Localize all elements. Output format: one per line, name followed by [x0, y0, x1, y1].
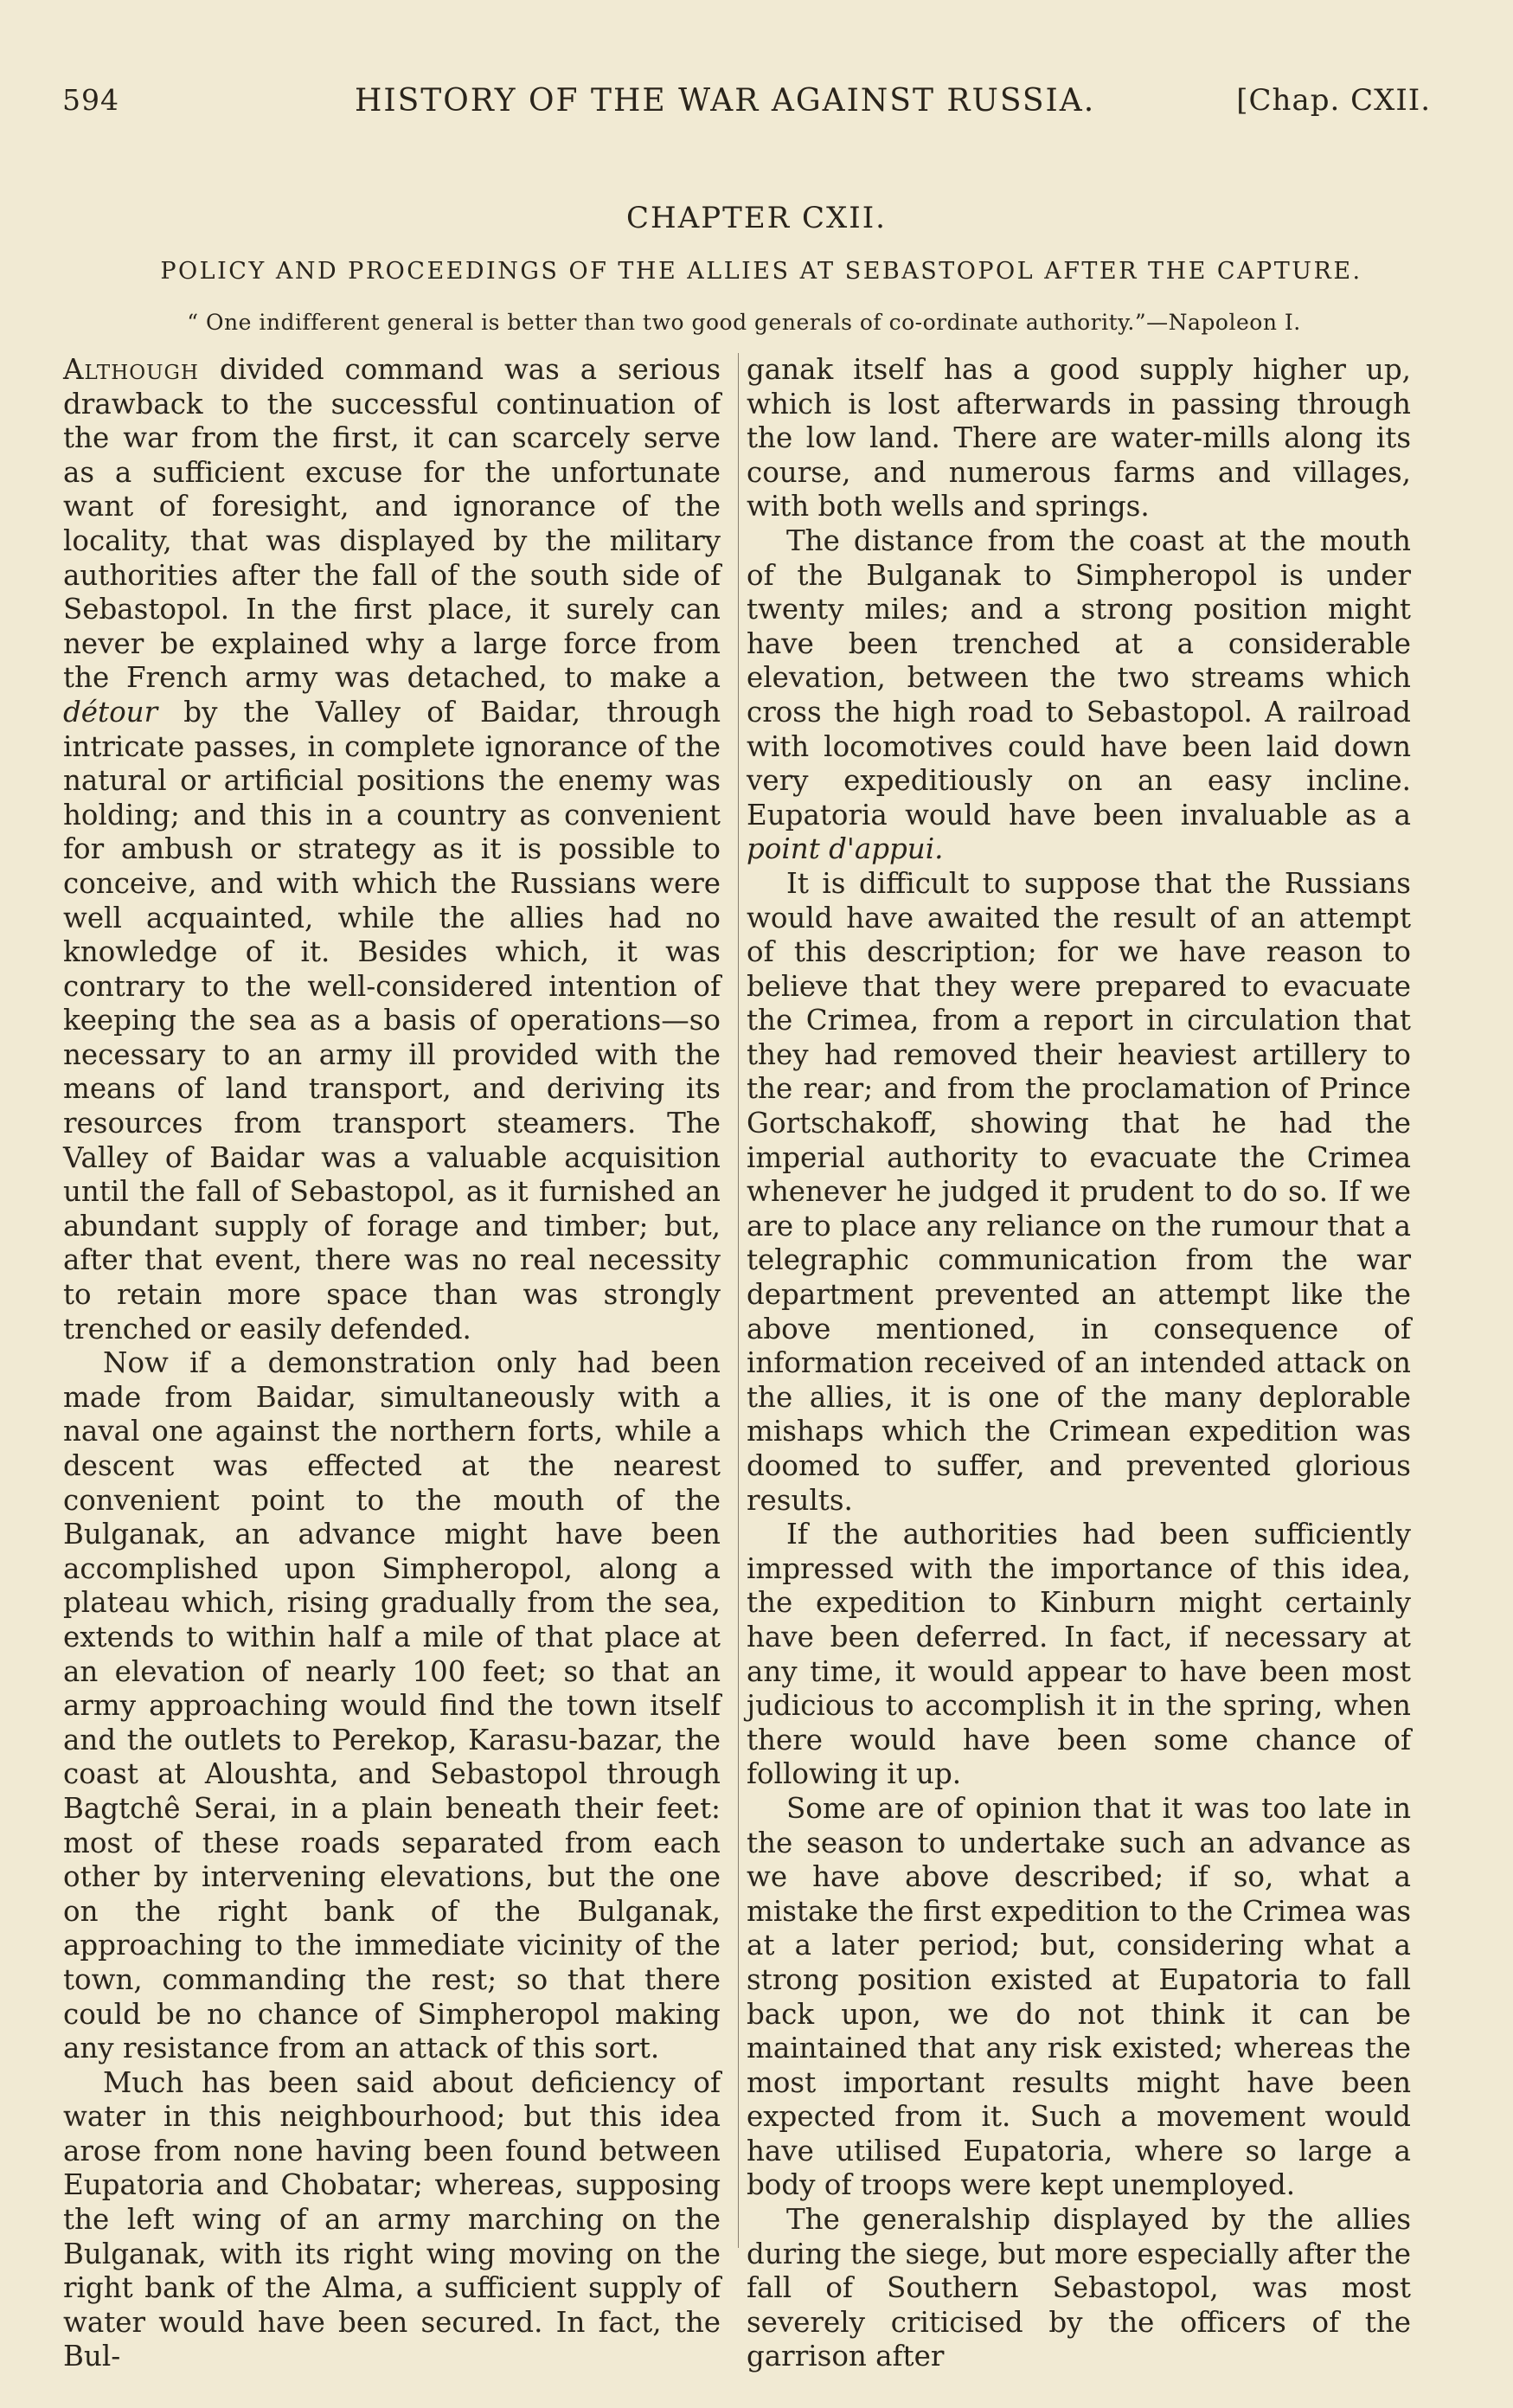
paragraph: It is difficult to suppose that the Russians would have awaited the result of an attempt of this description; for we have reason to believe that they were prepared to evacuate the Crimea, from a report in circulation that they had removed their heaviest artillery to the rear; and from the proclamation of Prince Gortschakoff, showing that he had the imperial authority to evacuate the Crimea whenever he judged it prudent to do so. If we are to place any reliance on the rumour that a telegraphic communication from the war department prevented an attempt like the above mentioned, in consequence of information received of an intended attack on the allies, it is one of the many deplorable mishaps which the Crimean expedition was doomed to suffer, and prevented glorious results.	[747, 866, 1411, 1517]
paragraph: The generalship displayed by the allies during the siege, but more especially after the fall of Southern Sebastopol, was most severely criticised by the officers of the garrison after	[747, 2203, 1411, 2373]
paragraph: ganak itself has a good supply higher up, which is lost afterwards in passing through the low land. There are water-mills along its course, and numerous farms and villages, with both wells and springs.	[747, 353, 1411, 523]
epigraph: “ One indifferent general is better than two good generals of co-ordinate authority.”—Napoleon I.	[187, 310, 1301, 335]
right-column	[747, 353, 1411, 2374]
italic-term: point d'appui.	[747, 832, 944, 866]
chapter-reference: [Chap. CXII.	[1236, 83, 1431, 118]
paragraph: Now if a demonstration only had been made from Baidar, simultaneously with a naval one against the northern forts, while a descent was effected at the nearest convenient point to the mouth of the Bulganak, an advance might have been accomplished upon Simpheropol, along a plateau which, rising gradually from the sea, extends to within half a mile of that place at an elevation of nearly 100 feet; so that an army approaching would find the town itself and the outlets to Perekop, Karasu-bazar, the coast at Aloushta, and Sebastopol through Bagtchê Serai, in a plain beneath their feet: most of these roads separated from each other by intervening elevations, but the one on the right bank of the Bulganak, approaching to the immediate vicinity of the town, commanding the rest; so that there could be no chance of Simpheropol making any resistance from an attack of this sort.	[63, 1346, 721, 2065]
paragraph: Much has been said about deficiency of water in this neighbourhood; but this idea arose from none having been found between Eupatoria and Chobatar; whereas, supposing the left wing of an army marching on the Bulganak, with its right wing moving on the right bank of the Alma, a sufficient supply of water would have been secured. In fact, the Bul-	[63, 2065, 721, 2373]
column-divider	[738, 353, 739, 2248]
running-header	[62, 83, 1431, 130]
chapter-title: CHAPTER CXII.	[626, 201, 887, 235]
paragraph: Although divided command was a serious drawback to the successful continuation of the war from the first, it can scarcely serve as a sufficient excuse for the unfortunate want of foresight, and ignorance of the locality, that was displayed by the military authorities after the fall of the south side of Sebastopol. In the first place, it surely can never be explained why a large force from the French army was detached, to make a détour by the Valley of Baidar, through intricate passes, in complete ignorance of the natural or artificial positions the enemy was holding; and this in a country as convenient for ambush or strategy as it is possible to conceive, and with which the Russians were well acquainted, while the allies had no knowledge of it. Besides which, it was contrary to the well-considered intention of keeping the sea as a basis of operations—so necessary to an army ill provided with the means of land transport, and deriving its resources from transport steamers. The Valley of Baidar was a valuable acquisition until the fall of Sebastopol, as it furnished an abundant supply of forage and timber; but, after that event, there was no real necessity to retain more space than was strongly trenched or easily defended.	[63, 353, 721, 1345]
left-column	[63, 353, 721, 2374]
paragraph: The distance from the coast at the mouth of the Bulganak to Simpheropol is under twenty miles; and a strong position might have been trenched at a considerable elevation, between the two streams which cross the high road to Sebastopol. A railroad with locomotives could have been laid down very expeditiously on an easy incline. Eupatoria would have been invaluable as a point d'appui.	[747, 523, 1411, 866]
running-title: HISTORY OF THE WAR AGAINST RUSSIA.	[355, 83, 1096, 119]
opening-word: Although	[63, 353, 199, 386]
page-number: 594	[62, 83, 119, 117]
italic-term: détour	[63, 695, 158, 729]
paragraph: If the authorities had been sufficiently impressed with the importance of this idea, the expedition to Kinburn might certainly have been deferred. In fact, if necessary at any time, it would appear to have been most judicious to accomplish it in the spring, when there would have been some chance of following it up.	[747, 1518, 1411, 1791]
paragraph: Some are of opinion that it was too late in the season to undertake such an advance as we have above described; if so, what a mistake the first expedition to the Crimea was at a later period; but, considering what a strong position existed at Eupatoria to fall back upon, we do not think it can be maintained that any risk existed; whereas the most important results might have been expected from it. Such a movement would have utilised Eupatoria, where so large a body of troops were kept unemployed.	[747, 1791, 1411, 2202]
chapter-subtitle: POLICY AND PROCEEDINGS OF THE ALLIES AT SEBASTOPOL AFTER THE CAPTURE.	[160, 258, 1362, 285]
